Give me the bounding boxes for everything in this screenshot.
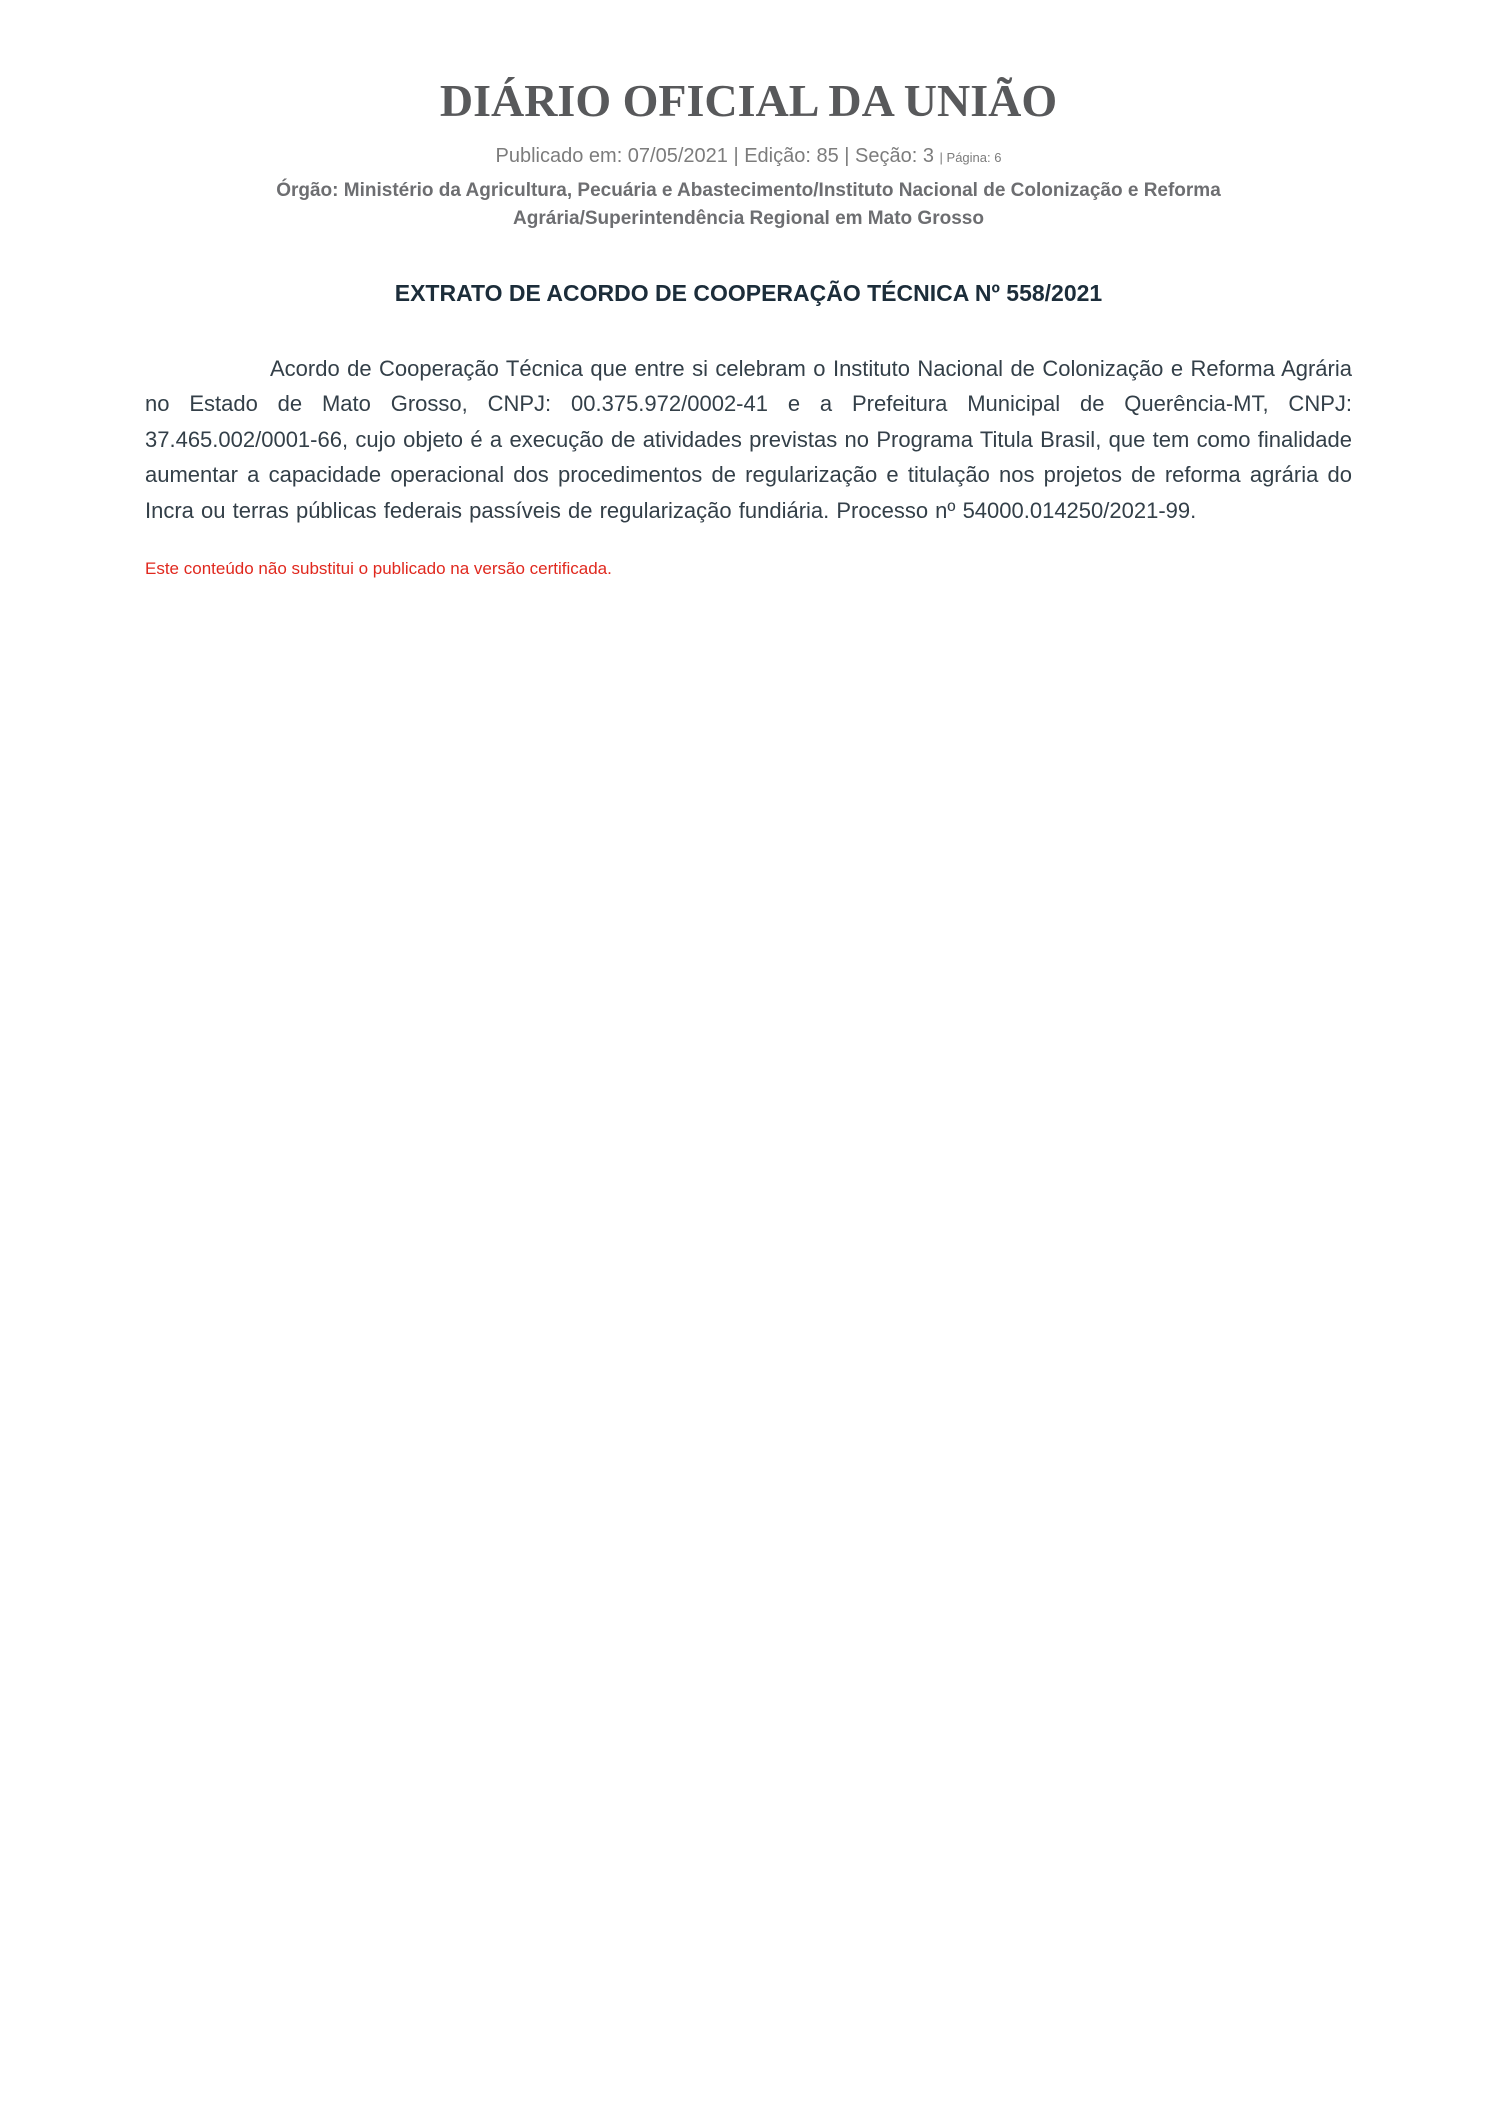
organ-line: Órgão: Ministério da Agricultura, Pecuária e Abastecimento/Instituto Nacional de Colonização e Reforma Agrária/Superintendência Regional em Mato Grosso [276, 179, 1221, 229]
certification-disclaimer: Este conteúdo não substitui o publicado na versão certificada. [145, 559, 612, 579]
publication-info [145, 143, 1352, 171]
page-number: | Página: 6 [939, 149, 1002, 165]
gazette-title: DIÁRIO OFICIAL DA UNIÃO [439, 75, 1058, 126]
publication-details: Publicado em: 07/05/2021 | Edição: 85 | Seção: 3 [495, 144, 940, 167]
article-heading: EXTRATO DE ACORDO DE COOPERAÇÃO TÉCNICA Nº 558/2021 [394, 279, 1103, 306]
page-content [145, 76, 1352, 580]
article-body: Acordo de Cooperação Técnica que entre si celebram o Instituto Nacional de Colonização e Reforma Agrária no Estado de Mato Grosso, CNPJ: 00.375.972/0002-41 e a Prefeitura Municipal de Querência-MT, CNPJ: 37.465.002/0001-66, cujo objeto é a execução de atividades previstas no Programa Titula Brasil, que tem como finalidade aumentar a capacidade operacional dos procedimentos de regularização e titulação nos projetos de reforma agrária do Incra ou terras públicas federais passíveis de regularização fundiária. Processo nº 54000.014250/2021-99. [145, 355, 1352, 523]
